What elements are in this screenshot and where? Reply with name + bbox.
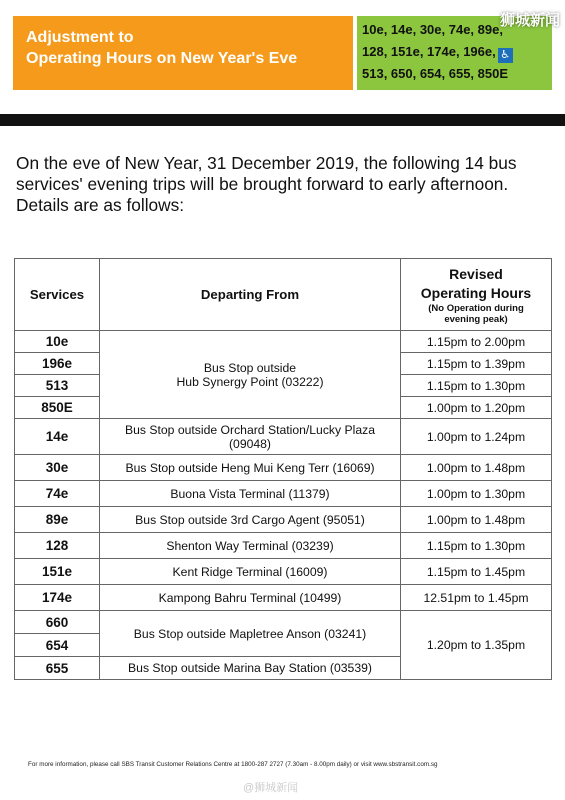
departing-from: Shenton Way Terminal (03239) (100, 533, 401, 559)
operating-hours: 1.15pm to 1.30pm (401, 375, 552, 397)
table-row (15, 559, 552, 585)
header-hours-line2: Operating Hours (420, 284, 532, 301)
service-number: 174e (15, 585, 100, 611)
departing-from: Bus Stop outside Heng Mui Keng Terr (16069) (100, 455, 401, 481)
services-line2: 128, 151e, 174e, 196e, (362, 44, 496, 59)
intro-paragraph: On the eve of New Year, 31 December 2019, the following 14 bus services' evening trips will be brought forward to early afternoon. Details are as follows: (16, 153, 517, 215)
departing-from: Bus Stop outside 3rd Cargo Agent (95051) (100, 507, 401, 533)
table-row (15, 507, 552, 533)
service-number: 850E (15, 397, 100, 419)
service-number: 128 (15, 533, 100, 559)
departing-line: Bus Stop outside (203, 360, 297, 375)
departing-from: Buona Vista Terminal (11379) (100, 481, 401, 507)
service-number: 513 (15, 375, 100, 397)
service-number: 10e (15, 331, 100, 353)
table-row (15, 611, 552, 634)
table-row (15, 585, 552, 611)
departing-from (100, 331, 401, 419)
departing-line: (09048) (228, 436, 271, 451)
table-row (15, 481, 552, 507)
service-number: 14e (15, 419, 100, 455)
table-header-row (15, 259, 552, 331)
wheelchair-accessible-icon: ♿ (498, 48, 513, 63)
operating-hours: 1.00pm to 1.30pm (401, 481, 552, 507)
header-hours-note2: evening peak) (444, 313, 508, 325)
notice-title-line1: Adjustment to (26, 29, 134, 46)
departing-from: Kampong Bahru Terminal (10499) (100, 585, 401, 611)
header-divider-bar (0, 114, 565, 126)
departing-line: Hub Synergy Point (03222) (176, 374, 324, 389)
operating-hours: 1.20pm to 1.35pm (401, 611, 552, 680)
table-row (15, 419, 552, 455)
departing-from: Kent Ridge Terminal (16009) (100, 559, 401, 585)
notice-title-box (13, 16, 353, 90)
departing-from: Bus Stop outside Marina Bay Station (03539) (100, 657, 401, 680)
service-number: 196e (15, 353, 100, 375)
table-row (15, 455, 552, 481)
services-line1: 10e, 14e, 30e, 74e, 89e, (362, 22, 503, 37)
service-number: 30e (15, 455, 100, 481)
table-row (15, 533, 552, 559)
watermark-text: 狮城新闻 (499, 12, 560, 29)
operating-hours: 12.51pm to 1.45pm (401, 585, 552, 611)
header-departing-from: Departing From (100, 259, 401, 331)
service-number: 660 (15, 611, 100, 634)
departing-from: Bus Stop outside Mapletree Anson (03241) (100, 611, 401, 657)
header-hours-line1: Revised (449, 265, 503, 282)
header-hours-note1: (No Operation during (428, 302, 524, 314)
footer-contact-info: For more information, please call SBS Transit Customer Relations Centre at 1800-287 2727 (7.30am - 8.00pm daily) or visit www.sbstransit.com.sg (28, 761, 438, 768)
notice-header (0, 0, 565, 104)
operating-hours: 1.00pm to 1.48pm (401, 507, 552, 533)
operating-hours: 1.00pm to 1.20pm (401, 397, 552, 419)
operating-hours: 1.00pm to 1.48pm (401, 455, 552, 481)
operating-hours: 1.00pm to 1.24pm (401, 419, 552, 455)
header-operating-hours (401, 259, 552, 331)
weibo-watermark: @狮城新闻 (243, 782, 299, 794)
service-number: 74e (15, 481, 100, 507)
services-line2-wrap (362, 41, 552, 63)
table-row (15, 331, 552, 353)
header-services: Services (15, 259, 100, 331)
operating-hours: 1.15pm to 1.39pm (401, 353, 552, 375)
operating-hours: 1.15pm to 1.30pm (401, 533, 552, 559)
services-line3: 513, 650, 654, 655, 850E (362, 66, 509, 81)
service-number: 655 (15, 657, 100, 680)
service-number: 151e (15, 559, 100, 585)
departing-line: Bus Stop outside Orchard Station/Lucky Plaza (125, 422, 375, 437)
service-number: 89e (15, 507, 100, 533)
schedule-table (14, 258, 552, 680)
departing-from (100, 419, 401, 455)
service-number: 654 (15, 634, 100, 657)
operating-hours: 1.15pm to 2.00pm (401, 331, 552, 353)
operating-hours: 1.15pm to 1.45pm (401, 559, 552, 585)
notice-title-line2: Operating Hours on New Year's Eve (26, 50, 298, 67)
